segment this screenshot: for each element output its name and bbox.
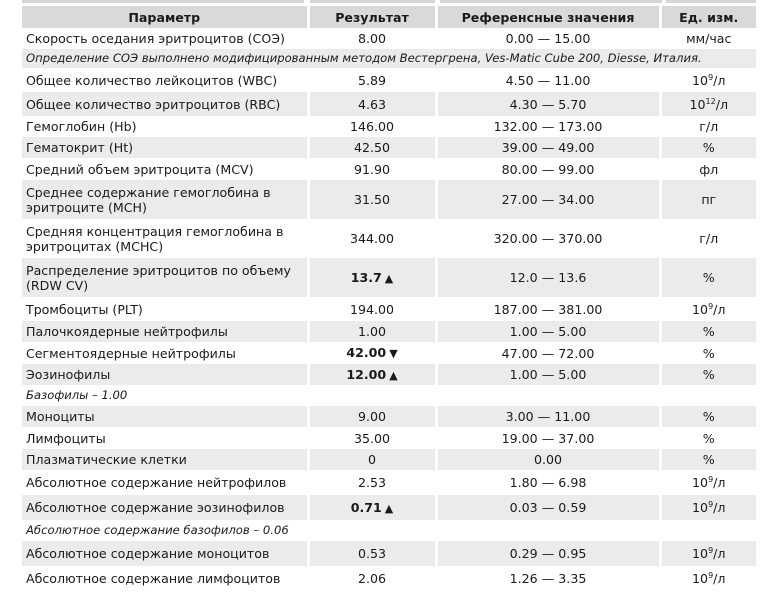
result-cell <box>308 495 436 520</box>
unit-cell <box>660 297 756 321</box>
unit-cell <box>660 470 756 495</box>
unit-base: 10 <box>692 301 709 317</box>
result-value: 13.7 <box>350 269 382 285</box>
table-row <box>22 470 756 495</box>
unit-cell <box>660 541 756 566</box>
result-cell <box>308 406 436 427</box>
result-cell <box>308 342 436 364</box>
arrow-down-icon: ▼ <box>389 347 398 360</box>
unit-base: 10 <box>692 500 709 515</box>
table-row <box>22 137 756 158</box>
table-row <box>22 219 756 258</box>
unit-exponent: 9 <box>708 571 714 580</box>
note-row <box>22 385 756 406</box>
result-cell <box>308 449 436 470</box>
ref-cell: 0.29 — 0.95 <box>436 541 660 566</box>
unit-base: 10 <box>692 72 709 88</box>
table-row <box>22 342 756 364</box>
unit-rest: /л <box>713 301 726 317</box>
unit-cell: % <box>660 321 756 342</box>
unit-cell: % <box>660 427 756 449</box>
unit-exponent: 9 <box>708 301 714 311</box>
result-cell <box>308 321 436 342</box>
param-cell: Средний объем эритроцита (MCV) <box>22 158 308 180</box>
unit-cell <box>660 495 756 520</box>
ref-cell: 1.00 — 5.00 <box>436 364 660 385</box>
table-row <box>22 427 756 449</box>
result-value: 0 <box>367 452 376 467</box>
unit-base: 10 <box>692 475 709 490</box>
result-value: 4.63 <box>357 96 387 112</box>
param-cell: Скорость оседания эритроцитов (СОЭ) <box>22 28 308 49</box>
ref-cell: 39.00 — 49.00 <box>436 137 660 158</box>
ref-cell: 0.00 <box>436 449 660 470</box>
unit-cell: мм/час <box>660 28 756 49</box>
result-value: 344.00 <box>349 231 395 246</box>
unit-exponent: 9 <box>708 546 714 555</box>
unit-cell: % <box>660 449 756 470</box>
table-row <box>22 495 756 520</box>
top-strip-seg <box>440 0 662 3</box>
ref-cell: 12.0 — 13.6 <box>436 258 660 297</box>
result-cell <box>308 258 436 297</box>
result-value: 0.53 <box>357 546 387 561</box>
header-result: Результат <box>308 6 436 28</box>
top-strip-seg <box>310 0 435 3</box>
note-text: Базофилы – 1.00 <box>22 385 756 406</box>
unit-cell: % <box>660 406 756 427</box>
unit-rest: /л <box>713 72 726 88</box>
ref-cell: 27.00 — 34.00 <box>436 180 660 219</box>
table-row <box>22 28 756 49</box>
arrow-up-icon: ▲ <box>384 271 394 285</box>
result-cell <box>308 28 436 49</box>
param-cell: Гематокрит (Ht) <box>22 137 308 158</box>
ref-cell: 3.00 — 11.00 <box>436 406 660 427</box>
result-value: 9.00 <box>357 409 387 424</box>
table-body <box>22 28 756 591</box>
table-row <box>22 406 756 427</box>
note-row <box>22 49 756 68</box>
param-cell: Моноциты <box>22 406 308 427</box>
header-param: Параметр <box>22 6 308 28</box>
result-value: 5.89 <box>357 72 387 88</box>
result-value: 42.00 <box>346 345 387 360</box>
unit-cell: % <box>660 258 756 297</box>
param-cell: Абсолютное содержание моноцитов <box>22 541 308 566</box>
blood-test-table <box>22 6 756 591</box>
arrow-up-icon: ▲ <box>389 368 398 382</box>
result-cell <box>308 427 436 449</box>
result-value: 146.00 <box>349 119 395 134</box>
result-cell <box>308 541 436 566</box>
param-cell: Эозинофилы <box>22 364 308 385</box>
top-strip-seg <box>666 0 756 3</box>
param-cell: Общее количество эритроцитов (RBC) <box>22 92 308 116</box>
param-cell: Гемоглобин (Hb) <box>22 116 308 137</box>
param-cell: Абсолютное содержание эозинофилов <box>22 495 308 520</box>
ref-cell: 1.00 — 5.00 <box>436 321 660 342</box>
param-cell: Среднее содержание гемоглобина в эритроците (MCH) <box>22 180 308 219</box>
result-value: 35.00 <box>353 430 391 446</box>
result-cell <box>308 566 436 591</box>
table-row <box>22 541 756 566</box>
top-strip-seg <box>22 0 304 3</box>
note-text: Абсолютное содержание базофилов – 0.06 <box>22 520 756 541</box>
table-row <box>22 321 756 342</box>
result-value: 1.00 <box>357 324 387 339</box>
param-cell: Распределение эритроцитов по объему (RDW CV) <box>22 258 308 297</box>
table-header-row <box>22 6 756 28</box>
ref-cell: 320.00 — 370.00 <box>436 219 660 258</box>
result-cell <box>308 219 436 258</box>
table-row <box>22 297 756 321</box>
note-row <box>22 520 756 541</box>
unit-cell <box>660 68 756 92</box>
table-row <box>22 180 756 219</box>
ref-cell: 4.30 — 5.70 <box>436 92 660 116</box>
unit-rest: /л <box>713 500 726 515</box>
unit-cell: фл <box>660 158 756 180</box>
param-cell: Сегментоядерные нейтрофилы <box>22 342 308 364</box>
ref-cell: 19.00 — 37.00 <box>436 427 660 449</box>
unit-rest: /л <box>713 546 726 561</box>
arrow-up-icon: ▲ <box>384 501 394 515</box>
unit-cell <box>660 92 756 116</box>
unit-rest: /л <box>715 96 728 112</box>
table-row <box>22 364 756 385</box>
table-row <box>22 566 756 591</box>
result-cell <box>308 92 436 116</box>
header-ref: Референсные значения <box>436 6 660 28</box>
ref-cell: 1.80 — 6.98 <box>436 470 660 495</box>
result-value: 12.00 <box>346 366 387 382</box>
unit-base: 10 <box>692 546 709 561</box>
ref-cell: 47.00 — 72.00 <box>436 342 660 364</box>
unit-cell <box>660 566 756 591</box>
result-value: 0.71 <box>350 499 382 515</box>
top-strip <box>0 0 779 4</box>
unit-exponent: 12 <box>705 96 716 106</box>
unit-rest: /л <box>713 475 726 490</box>
unit-base: 10 <box>692 571 709 586</box>
ref-cell: 187.00 — 381.00 <box>436 297 660 321</box>
ref-cell: 0.03 — 0.59 <box>436 495 660 520</box>
ref-cell: 4.50 — 11.00 <box>436 68 660 92</box>
table-row <box>22 258 756 297</box>
result-value: 2.53 <box>357 475 387 490</box>
result-cell <box>308 364 436 385</box>
table-row <box>22 449 756 470</box>
result-cell <box>308 470 436 495</box>
ref-cell: 1.26 — 3.35 <box>436 566 660 591</box>
result-value: 42.50 <box>353 140 391 155</box>
unit-cell: % <box>660 364 756 385</box>
unit-base: 10 <box>689 96 706 112</box>
result-value: 2.06 <box>357 571 387 586</box>
param-cell: Лимфоциты <box>22 427 308 449</box>
result-value: 194.00 <box>349 301 395 317</box>
result-cell <box>308 116 436 137</box>
unit-cell: г/л <box>660 116 756 137</box>
result-value: 31.50 <box>353 192 391 207</box>
param-cell: Палочкоядерные нейтрофилы <box>22 321 308 342</box>
result-cell <box>308 158 436 180</box>
ref-cell: 80.00 — 99.00 <box>436 158 660 180</box>
param-cell: Общее количество лейкоцитов (WBC) <box>22 68 308 92</box>
unit-exponent: 9 <box>708 72 714 82</box>
unit-rest: /л <box>713 571 726 586</box>
result-cell <box>308 137 436 158</box>
table-row <box>22 68 756 92</box>
table-row <box>22 92 756 116</box>
param-cell: Плазматические клетки <box>22 449 308 470</box>
param-cell: Абсолютное содержание нейтрофилов <box>22 470 308 495</box>
result-cell <box>308 297 436 321</box>
ref-cell: 132.00 — 173.00 <box>436 116 660 137</box>
result-value: 91.90 <box>353 161 391 177</box>
result-cell <box>308 180 436 219</box>
unit-cell: г/л <box>660 219 756 258</box>
param-cell: Тромбоциты (PLT) <box>22 297 308 321</box>
ref-cell: 0.00 — 15.00 <box>436 28 660 49</box>
param-cell: Абсолютное содержание лимфоцитов <box>22 566 308 591</box>
param-cell: Средняя концентрация гемоглобина в эритроцитах (MCHC) <box>22 219 308 258</box>
result-value: 8.00 <box>357 31 387 46</box>
table-row <box>22 116 756 137</box>
unit-cell: пг <box>660 180 756 219</box>
note-text: Определение СОЭ выполнено модифицированным методом Вестергрена, Ves-Matic Cube 200, Diesse, Италия. <box>22 49 756 68</box>
table-row <box>22 158 756 180</box>
header-unit: Ед. изм. <box>660 6 756 28</box>
unit-cell: % <box>660 137 756 158</box>
result-cell <box>308 68 436 92</box>
unit-exponent: 9 <box>708 500 714 509</box>
unit-cell: % <box>660 342 756 364</box>
unit-exponent: 9 <box>708 475 714 484</box>
